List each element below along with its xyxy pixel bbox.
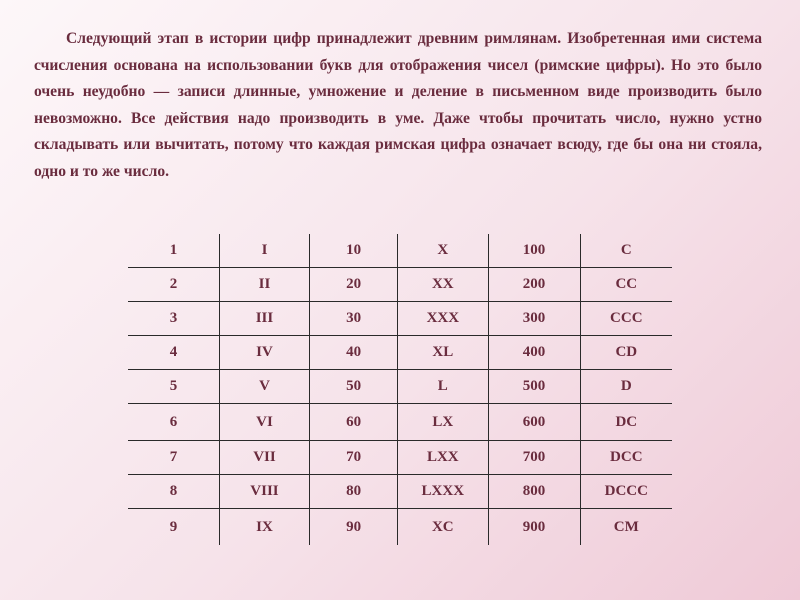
table-cell: V [219,370,309,404]
table-cell: 20 [310,268,398,302]
table-cell: XL [398,336,488,370]
table-cell: III [219,302,309,336]
table-row [128,370,672,404]
table-cell: LXXX [398,475,488,509]
table-cell: DCC [580,441,672,475]
table-cell: 60 [310,404,398,441]
table-cell: 70 [310,441,398,475]
table-cell: XC [398,509,488,546]
table-cell: 4 [128,336,219,370]
table-cell: 8 [128,475,219,509]
table-cell: C [580,234,672,268]
table-cell: 90 [310,509,398,546]
table-cell: DC [580,404,672,441]
table-cell: IV [219,336,309,370]
table-cell: 6 [128,404,219,441]
table-cell: 9 [128,509,219,546]
table-cell: II [219,268,309,302]
table-cell: 10 [310,234,398,268]
table-cell: 30 [310,302,398,336]
table-cell: 300 [488,302,580,336]
table-cell: LX [398,404,488,441]
table-row [128,302,672,336]
roman-numerals-table [128,234,672,545]
table-cell: 3 [128,302,219,336]
table-cell: 400 [488,336,580,370]
table-cell: 5 [128,370,219,404]
intro-paragraph: Следующий этап в истории цифр принадлежит древним римлянам. Изобретенная ими система счисления основана на использовании букв для отображения чисел (римские цифры). Но это было очень неудобно — записи длинные, умножение и деление в письменном виде производить было невозможно. Все действия надо производить в уме. Даже чтобы прочитать число, нужно устно складывать или вычитать, потому что каждая римская цифра означает всюду, где бы она ни стояла, одно и то же число. [34,30,762,180]
table-cell: VIII [219,475,309,509]
table-cell: I [219,234,309,268]
table-cell: L [398,370,488,404]
table-cell: XXX [398,302,488,336]
table-row [128,404,672,441]
table-cell: 500 [488,370,580,404]
table-cell: VII [219,441,309,475]
table-cell: DCCC [580,475,672,509]
table-row [128,234,672,268]
table-cell: X [398,234,488,268]
table-cell: 200 [488,268,580,302]
table-row [128,509,672,546]
table-cell: CM [580,509,672,546]
table-cell: 100 [488,234,580,268]
table-cell: 1 [128,234,219,268]
table-cell: XX [398,268,488,302]
table-cell: 7 [128,441,219,475]
table-cell: 900 [488,509,580,546]
table-row [128,441,672,475]
table-cell: 600 [488,404,580,441]
table-row [128,475,672,509]
table-cell: VI [219,404,309,441]
table-cell: 2 [128,268,219,302]
table-cell: IX [219,509,309,546]
table-cell: CCC [580,302,672,336]
table-cell: 800 [488,475,580,509]
table-cell: LXX [398,441,488,475]
table-cell: CC [580,268,672,302]
table-cell: CD [580,336,672,370]
table-row [128,336,672,370]
table-cell: 80 [310,475,398,509]
table-cell: 50 [310,370,398,404]
table-row [128,268,672,302]
table-cell: 40 [310,336,398,370]
table-cell: D [580,370,672,404]
table-cell: 700 [488,441,580,475]
